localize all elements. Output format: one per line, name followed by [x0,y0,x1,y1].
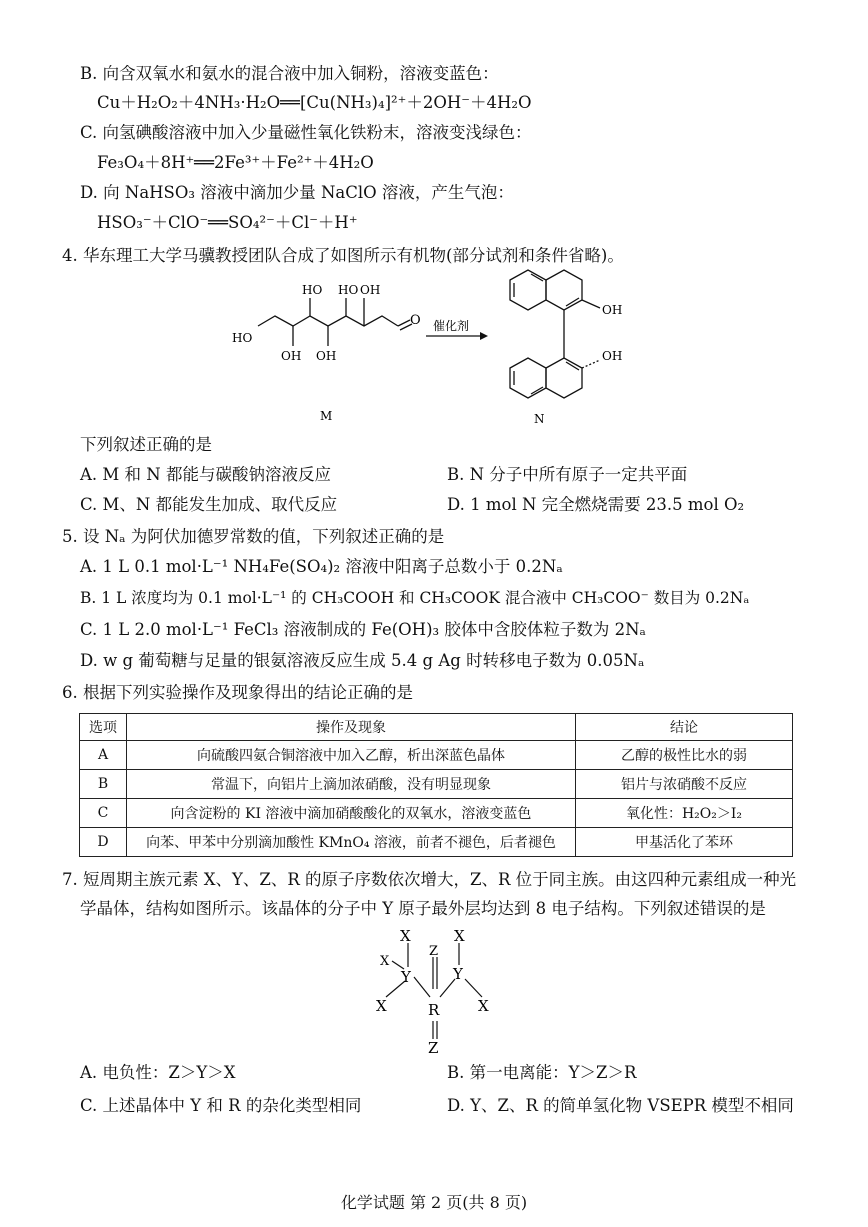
atom-x-top-left: X [400,927,411,945]
q5-option-c: C. 1 L 2.0 mol·L⁻¹ FeCl₃ 溶液制成的 Fe(OH)₃ 胶体中含胶体粒子数为 2Nₐ [80,620,646,639]
q7-option-a: A. 电负性：Z＞Y＞X [80,1063,236,1082]
m-ho-label: HO [232,331,253,345]
atom-y-right: Y [453,965,463,983]
header-operation: 操作及现象 [127,714,576,741]
table-cell: 向苯、甲苯中分别滴加酸性 KMnO₄ 溶液，前者不褪色，后者褪色 [127,828,576,857]
table-cell: 向硫酸四氨合铜溶液中加入乙醇，析出深蓝色晶体 [127,741,576,770]
molecule-m-skeleton [258,298,412,346]
table-cell: 乙醇的极性比水的弱 [576,741,793,770]
q5-stem: 5. 设 Nₐ 为阿伏加德罗常数的值，下列叙述正确的是 [62,527,445,546]
n-label: N [534,412,545,426]
table-cell: D [80,828,127,857]
q4-option-d: D. 1 mol N 完全燃烧需要 23.5 mol O₂ [447,495,745,514]
q7-structure-diagram [0,925,868,1055]
q7-stem-line2: 学晶体，结构如图所示。该晶体的分子中 Y 原子最外层均达到 8 电子结构。下列叙述错误的是 [80,899,766,918]
table-cell: A [80,741,127,770]
table-row [80,828,793,857]
header-conclusion: 结论 [576,714,793,741]
m-ho-label-3: HO [338,283,359,297]
atom-x-bottom-left: X [376,997,387,1015]
table-cell: B [80,770,127,799]
m-label: M [320,409,333,423]
q4-reaction-diagram [0,268,868,438]
q3-option-b-equation: Cu＋H₂O₂＋4NH₃·H₂O══[Cu(NH₃)₄]²⁺＋2OH⁻＋4H₂O [97,93,532,112]
atom-z-bottom: Z [428,1039,439,1055]
q7-option-c: C. 上述晶体中 Y 和 R 的杂化类型相同 [80,1096,362,1115]
n-oh-label-2: OH [602,349,623,363]
table-header-row [80,714,793,741]
q4-option-c: C. M、N 都能发生加成、取代反应 [80,495,338,514]
table-cell: C [80,799,127,828]
atom-z-top: Z [429,944,439,959]
table-row [80,741,793,770]
molecule-n-skeleton [510,270,600,398]
m-o-label: O [410,313,421,328]
m-oh-label-2: OH [316,349,337,363]
table-row [80,770,793,799]
q5-option-d: D. w g 葡萄糖与足量的银氨溶液反应生成 5.4 g Ag 时转移电子数为 0.05Nₐ [80,651,645,670]
atom-y-left: Y [401,968,411,986]
atom-x-bottom-right: X [478,997,489,1015]
q3-option-d-equation: HSO₃⁻＋ClO⁻══SO₄²⁻＋Cl⁻＋H⁺ [97,213,358,232]
table-cell: 常温下，向铝片上滴加浓硝酸，没有明显现象 [127,770,576,799]
q3-option-c-label: C. 向氢碘酸溶液中加入少量磁性氧化铁粉末，溶液变浅绿色： [80,123,532,142]
q4-prompt: 下列叙述正确的是 [80,435,212,454]
q3-option-b-label: B. 向含双氧水和氨水的混合液中加入铜粉，溶液变蓝色： [80,64,499,83]
m-ho-label-2: HO [302,283,323,297]
q7-option-d: D. Y、Z、R 的简单氢化物 VSEPR 模型不相同 [447,1096,794,1115]
q7-stem-line1: 7. 短周期主族元素 X、Y、Z、R 的原子序数依次增大，Z、R 位于同主族。由这四种元素组成一种光 [62,870,797,889]
q3-option-c-equation: Fe₃O₄＋8H⁺══2Fe³⁺＋Fe²⁺＋4H₂O [97,153,374,172]
table-cell: 氧化性：H₂O₂＞I₂ [576,799,793,828]
table-cell: 向含淀粉的 KI 溶液中滴加硝酸酸化的双氧水，溶液变蓝色 [127,799,576,828]
atom-x-left-small: X [380,954,390,969]
reaction-arrow-icon [480,332,488,340]
q4-option-b: B. N 分子中所有原子一定共平面 [447,465,688,484]
m-oh-label-1: OH [281,349,302,363]
page-footer: 化学试题 第 2 页(共 8 页) [340,1193,528,1212]
q6-experiment-table [79,713,793,857]
atom-x-top-right: X [454,927,465,945]
n-oh-label-1: OH [602,303,623,317]
atom-r-center: R [428,1001,440,1019]
catalyst-label: 催化剂 [433,319,470,333]
q6-stem: 6. 根据下列实验操作及现象得出的结论正确的是 [62,683,413,702]
table-cell: 铝片与浓硝酸不反应 [576,770,793,799]
q5-option-a: A. 1 L 0.1 mol·L⁻¹ NH₄Fe(SO₄)₂ 溶液中阳离子总数小于 0.2Nₐ [80,557,563,576]
q3-option-d-label: D. 向 NaHSO₃ 溶液中滴加少量 NaClO 溶液，产生气泡： [80,183,514,202]
q4-option-a: A. M 和 N 都能与碳酸钠溶液反应 [80,465,331,484]
m-oh-label-3: OH [360,283,381,297]
table-cell: 甲基活化了苯环 [576,828,793,857]
q4-stem: 4. 华东理工大学马骥教授团队合成了如图所示有机物(部分试剂和条件省略)。 [62,246,624,265]
q7-option-b: B. 第一电离能：Y＞Z＞R [447,1063,637,1082]
q5-option-b: B. 1 L 浓度均为 0.1 mol·L⁻¹ 的 CH₃COOH 和 CH₃COOK 混合液中 CH₃COO⁻ 数目为 0.2Nₐ [80,589,750,607]
header-option: 选项 [80,714,127,741]
table-row [80,799,793,828]
